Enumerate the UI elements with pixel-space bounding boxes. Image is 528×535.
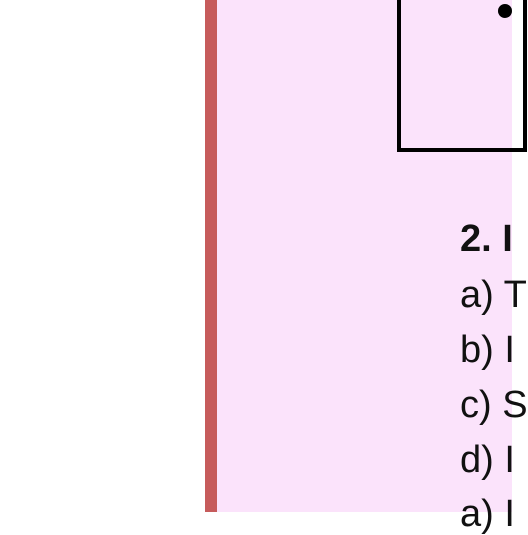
- bordered-text-box: [397, 0, 527, 152]
- answer-option-d: d) I: [460, 439, 515, 481]
- answer-option-a: a) T: [460, 274, 527, 316]
- answer-option-c: c) S: [460, 384, 528, 426]
- bullet-point-icon: [498, 4, 512, 18]
- question-heading: 2. I: [460, 218, 513, 260]
- answer-option-partial: a) I: [460, 493, 515, 535]
- answer-option-b: b) I: [460, 329, 515, 371]
